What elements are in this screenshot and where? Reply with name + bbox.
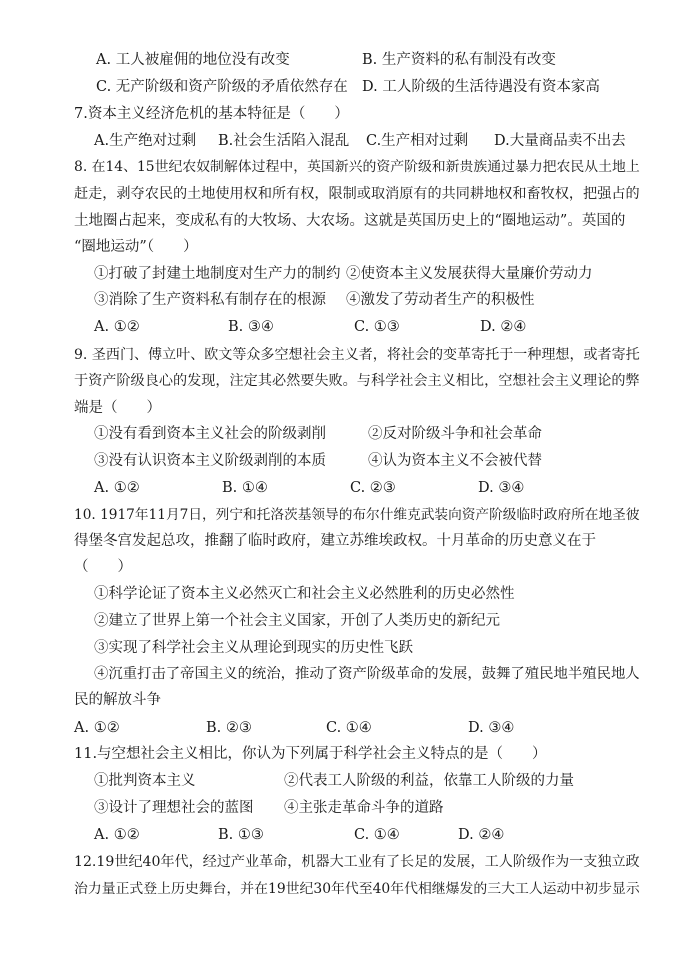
q11-stem: 11.与空想社会主义相比，你认为下列属于科学社会主义特点的是（ ） xyxy=(74,746,547,762)
q8-item-2: ②使资本主义发展获得大量廉价劳动力 xyxy=(346,266,593,282)
q8-stem-line-2: 赶走，剥夺农民的土地使用权和所有权，限制或取消原有的共同耕地权和畜牧权，把强占的 xyxy=(74,186,640,202)
q9-stem-line-3: 端是（ ） xyxy=(74,400,161,416)
q11-item-2: ②代表工人阶级的利益，依靠工人阶级的力量 xyxy=(284,773,574,789)
q9-option-d: D. ③④ xyxy=(478,480,525,496)
q6-option-a: A. 工人被雇佣的地位没有改变 xyxy=(96,52,290,68)
q10-stem-line-2: 得堡冬宫发起总攻，推翻了临时政府，建立苏维埃政权。十月革命的历史意义在于 xyxy=(74,533,596,549)
q12-stem-line-1: 12.19世纪40年代，经过产业革命，机器大工业有了长足的发展，工人阶级作为一支独立政 xyxy=(74,854,640,870)
q7-option-a: A.生产绝对过剩 xyxy=(94,133,197,149)
q11-option-d: D. ②④ xyxy=(458,827,505,843)
q10-option-a: A. ①② xyxy=(74,720,120,736)
q6-option-b: B. 生产资料的私有制没有改变 xyxy=(362,52,556,68)
q8-option-b: B. ③④ xyxy=(228,319,274,335)
q8-item-4: ④激发了劳动者生产的积极性 xyxy=(346,292,535,308)
q9-stem-line-2: 于资产阶级良心的发现，注定其必然要失败。与科学社会主义相比，空想社会主义理论的弊 xyxy=(74,373,640,389)
q11-item-4: ④主张走革命斗争的道路 xyxy=(284,800,444,816)
q10-option-c: C. ①④ xyxy=(326,720,372,736)
q10-item-4: ④沉重打击了帝国主义的统治，推动了资产阶级革命的发展，鼓舞了殖民地半殖民地人 xyxy=(94,666,640,682)
q9-item-1: ①没有看到资本主义社会的阶级剥削 xyxy=(94,426,326,442)
q10-item-3: ③实现了科学社会主义从理论到现实的历史性飞跃 xyxy=(94,640,413,656)
q8-option-c: C. ①③ xyxy=(354,319,400,335)
q10-item-2: ②建立了世界上第一个社会主义国家，开创了人类历史的新纪元 xyxy=(94,613,500,629)
q8-stem-line-1: 8. 在14、15世纪农奴制解体过程中，英国新兴的资产阶级和新贵族通过暴力把农民从土地上 xyxy=(74,159,640,175)
q9-option-b: B. ①④ xyxy=(222,480,268,496)
q6-option-c: C. 无产阶级和资产阶级的矛盾依然存在 xyxy=(96,79,348,95)
q7-option-b: B.社会生活陷入混乱 xyxy=(218,133,350,149)
q9-item-3: ③没有认识资本主义阶级剥削的本质 xyxy=(94,453,326,469)
q7-stem: 7.资本主义经济危机的基本特征是（ ） xyxy=(74,106,349,122)
q10-stem-line-1: 10. 1917年11月7日，列宁和托洛茨基领导的布尔什维克武装向资产阶级临时政府所在地圣彼 xyxy=(74,507,640,523)
q8-item-1: ①打破了封建土地制度对生产力的制约 xyxy=(94,266,341,282)
q9-stem-line-1: 9. 圣西门、傅立叶、欧文等众多空想社会主义者，将社会的变革寄托于一种理想，或者寄托 xyxy=(74,347,640,363)
q8-stem-line-4: “圈地运动”（ ） xyxy=(74,239,198,255)
q6-option-d: D. 工人阶级的生活待遇没有资本家高 xyxy=(362,79,600,95)
q10-option-b: B. ②③ xyxy=(206,720,252,736)
q9-item-4: ④认为资本主义不会被代替 xyxy=(368,453,542,469)
q11-option-b: B. ①③ xyxy=(218,827,264,843)
q11-item-3: ③设计了理想社会的蓝图 xyxy=(94,800,254,816)
q11-option-c: C. ①④ xyxy=(354,827,400,843)
q9-option-c: C. ②③ xyxy=(350,480,396,496)
q8-option-d: D. ②④ xyxy=(480,319,527,335)
q8-stem-line-3: 土地圈占起来，变成私有的大牧场、大农场。这就是英国历史上的“圈地运动”。英国的 xyxy=(74,213,626,229)
q10-item-4-continued: 民的解放斗争 xyxy=(74,692,161,708)
q9-option-a: A. ①② xyxy=(94,480,140,496)
q10-item-1: ①科学论证了资本主义必然灭亡和社会主义必然胜利的历史必然性 xyxy=(94,586,515,602)
q9-item-2: ②反对阶级斗争和社会革命 xyxy=(368,426,542,442)
q8-option-a: A. ①② xyxy=(94,319,140,335)
q7-option-d: D.大量商品卖不出去 xyxy=(494,133,626,149)
q11-item-1: ①批判资本主义 xyxy=(94,773,196,789)
q12-stem-line-2: 治力量正式登上历史舞台，并在19世纪30年代至40年代相继爆发的三大工人运动中初步显示 xyxy=(74,881,640,897)
q10-stem-line-3: （ ） xyxy=(74,559,132,575)
q8-item-3: ③消除了生产资料私有制存在的根源 xyxy=(94,292,326,308)
q10-option-d: D. ③④ xyxy=(468,720,515,736)
q7-option-c: C.生产相对过剩 xyxy=(366,133,469,149)
q11-option-a: A. ①② xyxy=(94,827,140,843)
